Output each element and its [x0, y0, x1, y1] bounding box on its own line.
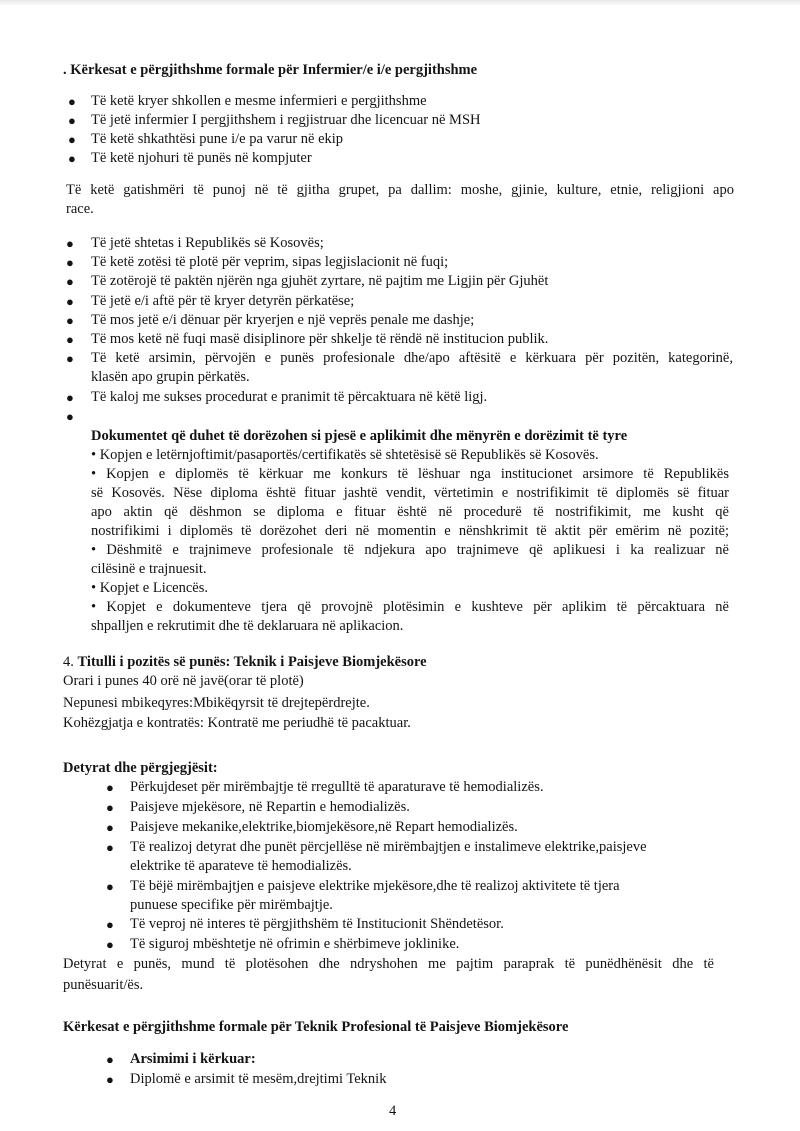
requirement-item: Të jetë infermier I pergjithshem i regjistruar dhe licencuar në MSH [91, 112, 481, 128]
bullet-icon: ● [106, 879, 114, 894]
document-line: shpalljen e rekrutimit dhe të deklaruara në aplikacion. [91, 618, 404, 634]
condition-item: Të mos jetë e/i dënuar për kryerjen e një veprës penale me dashje; [91, 312, 475, 328]
duty-item: Të bëjë mirëmbajtjen e paisjeve elektrike mjekësore,dhe të realizoj aktivitete të tjera [130, 878, 620, 894]
contract-duration: Kohëzgjatja e kontratës: Kontratë me periudhë të pacaktuar. [63, 715, 411, 731]
education-label: Arsimimi i kërkuar: [130, 1051, 256, 1067]
equality-statement-line: Të ketë gatishmëri të punoj në të gjitha grupet, pa dallim: moshe, gjinie, kulture, etnie, religjioni apo [66, 182, 734, 198]
duty-item: Të veproj në interes të përgjithshëm të Institucionit Shëndetësor. [130, 916, 504, 932]
bullet-icon: ● [68, 113, 76, 128]
document-line: • Kopjet e dokumenteve tjera që provojnë plotësimin e kushteve për aplikim të përcaktuara në [91, 599, 729, 615]
bullet-icon: ● [66, 390, 74, 405]
section-heading-nurse-requirements: . Kërkesat e përgjithshme formale për Infermier/e i/e pergjithshme [63, 62, 478, 78]
condition-item: Të kaloj me sukses procedurat e pranimit të përcaktuara në këtë ligj. [91, 389, 488, 405]
working-hours: Orari i punes 40 orë në javë(orar të plotë) [63, 673, 304, 689]
bullet-icon: ● [68, 94, 76, 109]
document-line: nostrifikimi i diplomës të dorëzohet deri në momentin e nënshkrimit të aktit për emërim në pozitë; [91, 523, 729, 539]
equality-statement-line: race. [66, 201, 94, 217]
duty-item: Të realizoj detyrat dhe punët përcjellëse në mirëmbajtjen e instalimeve elektrike,paisjeve [130, 839, 647, 855]
document-line: • Kopjet e Licencës. [91, 580, 208, 596]
bullet-icon: ● [66, 332, 74, 347]
duty-item-continuation: elektrike të aparateve të hemodializës. [130, 858, 352, 874]
condition-item: Të ketë zotësi të plotë për veprim, sipas legjislacionit në fuqi; [91, 254, 449, 270]
duties-heading: Detyrat dhe përgjegjësit: [63, 760, 218, 776]
bullet-icon: ● [66, 294, 74, 309]
formal-requirements-heading: Kërkesat e përgjithshme formale për Teknik Profesional të Paisjeve Biomjekësore [63, 1019, 569, 1035]
condition-item-continuation: klasën apo grupin përkatës. [91, 369, 250, 385]
condition-item: Të jetë e/i aftë për të kryer detyrën përkatëse; [91, 293, 355, 309]
bullet-icon: ● [66, 351, 74, 366]
condition-item: Të mos ketë në fuqi masë disiplinore për shkelje të rëndë në institucion publik. [91, 331, 549, 347]
duty-item-continuation: punuese specifike për mirëmbajtje. [130, 897, 333, 913]
document-line: • Dëshmitë e trajnimeve profesionale të ndjekura apo trajnimeve që aplikuesi i ka realizuar në [91, 542, 729, 558]
bullet-icon: ● [68, 151, 76, 166]
condition-item: Të jetë shtetas i Republikës së Kosovës; [91, 235, 324, 251]
duty-item: Paisjeve mjekësore, në Repartin e hemodializës. [130, 799, 410, 815]
documents-heading: Dokumentet që duhet të dorëzohen si pjesë e aplikimit dhe mënyrën e dorëzimit të tyre [91, 428, 628, 444]
duty-item: Të siguroj mbështetje në ofrimin e shërbimeve joklinike. [130, 936, 460, 952]
duty-item: Paisjeve mekanike,elektrike,biomjekësore,në Repart hemodializës. [130, 819, 518, 835]
document-line: së Kosovës. Nëse diploma është fituar jashtë vendit, vërtetimin e nostrifikimit të diplomës së fituar [91, 485, 729, 501]
supervisor: Nepunesi mbikeqyres:Mbikëqyrsit të drejtepërdrejte. [63, 695, 370, 711]
document-line: • Kopjen e letërnjoftimit/pasaportës/certifikatës së shtetësisë së Republikës së Kosovës. [91, 447, 599, 463]
bullet-icon: ● [106, 1052, 114, 1067]
requirement-item: Të ketë njohuri të punës në kompjuter [91, 150, 312, 166]
bullet-icon: ● [66, 313, 74, 328]
document-line: cilësinë e trajnuesit. [91, 561, 207, 577]
requirement-item: Të ketë kryer shkollen e mesme infermieri e pergjithshme [91, 93, 427, 109]
duties-note-line: punësuarit/ës. [63, 977, 144, 993]
bullet-icon: ● [66, 255, 74, 270]
bullet-icon: ● [106, 1072, 114, 1087]
education-value: Diplomë e arsimit të mesëm,drejtimi Teknik [130, 1071, 387, 1087]
position-title [63, 653, 427, 672]
bullet-icon: ● [106, 820, 114, 835]
document-line: apo aktin që dëshmon se diploma e fituar është në procedurë të nostrifikimit, me kusht që [91, 504, 729, 520]
scan-edge [0, 0, 800, 6]
condition-item: Të zotërojë të paktën njërën nga gjuhët zyrtare, në pajtim me Ligjin për Gjuhët [91, 273, 549, 289]
position-number: 4. [63, 654, 78, 670]
duties-note-line: Detyrat e punës, mund të plotësohen dhe ndryshohen me pajtim paraprak të punëdhënësit dhe të [63, 956, 714, 972]
page-number: 4 [389, 1103, 397, 1119]
condition-item: Të ketë arsimin, përvojën e punës profesionale dhe/apo aftësitë e kërkuara për pozitën, kategorinë, [91, 350, 733, 366]
document-line: • Kopjen e diplomës të kërkuar me konkurs të lëshuar nga institucionet arsimore të Republikës [91, 466, 729, 482]
bullet-icon: ● [66, 409, 74, 424]
bullet-icon: ● [106, 937, 114, 952]
bullet-icon: ● [106, 840, 114, 855]
bullet-icon: ● [66, 274, 74, 289]
bullet-icon: ● [66, 236, 74, 251]
bullet-icon: ● [106, 800, 114, 815]
requirement-item: Të ketë shkathtësi pune i/e pa varur në ekip [91, 131, 344, 147]
duty-item: Përkujdeset për mirëmbajtje të rregulltë të aparaturave të hemodializës. [130, 779, 544, 795]
position-title-text: Titulli i pozitës së punës: Teknik i Paisjeve Biomjekësore [77, 654, 427, 670]
bullet-icon: ● [106, 780, 114, 795]
bullet-icon: ● [68, 132, 76, 147]
bullet-icon: ● [106, 917, 114, 932]
